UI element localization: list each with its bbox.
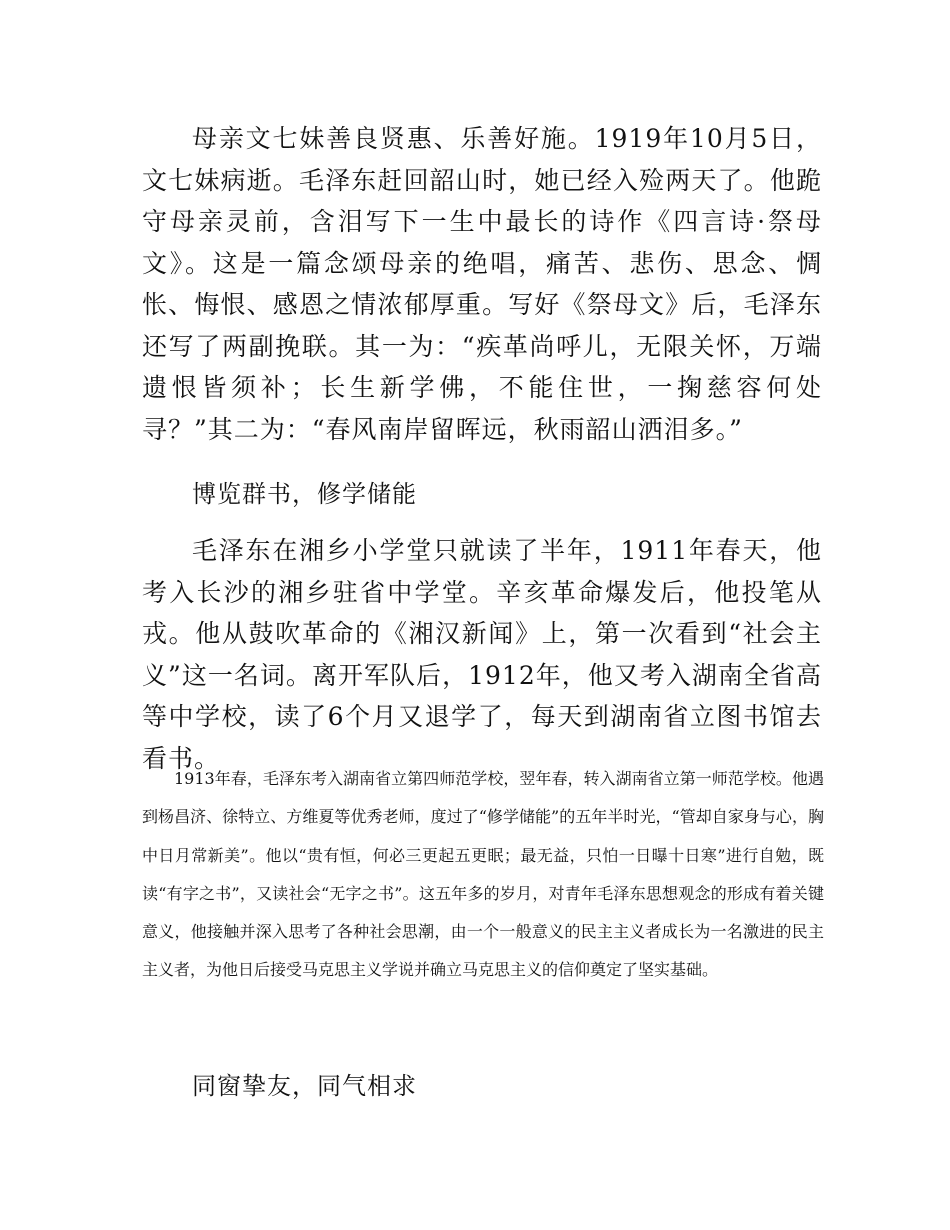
paragraph-early-schooling: 毛泽东在湘乡小学堂只就读了半年，1911年春天，他考入长沙的湘乡驻省中学堂。辛亥革命爆发后，他投笔从戎。他从鼓吹革命的《湘汉新闻》上，第一次看到“社会主义”这一名词。离开军队后，1912年，他又考入湖南全省高等中学校，读了6个月又退学了，每天到湖南省立图书馆去看书。 <box>142 536 822 773</box>
paragraph-mother-eulogy: 母亲文七妹善良贤惠、乐善好施。1919年10月5日，文七妹病逝。毛泽东赶回韶山时，她已经入殓两天了。他跪守母亲灵前，含泪写下一生中最长的诗作《四言诗·祭母文》。这是一篇念颂母亲的绝唱，痛苦、悲伤、思念、惆怅、悔恨、感恩之情浓郁厚重。写好《祭母文》后，毛泽东还写了两副挽联。其一为：“疾革尚呼儿，无限关怀，万端遗恨皆须补；长生新学佛，不能住世，一掬慈容何处寻？”其二为：“春风南岸留晖远，秋雨韶山洒泪多。” <box>142 124 822 444</box>
section-heading-classmates: 同窗挚友，同气相求 <box>192 1072 417 1100</box>
section-heading-reading: 博览群书，修学储能 <box>192 480 417 508</box>
paragraph-normal-school: 1913年春，毛泽东考入湖南省立第四师范学校，翌年春，转入湖南省立第一师范学校。他遇到杨昌济、徐特立、方维夏等优秀老师，度过了“修学储能”的五年半时光，“管却自家身与心，胸中日月常新美”。他以“贵有恒，何必三更起五更眠；最无益，只怕一日曝十日寒”进行自勉，既读“有字之书”，又读社会“无字之书”。这五年多的岁月，对青年毛泽东思想观念的形成有着关键意义，他接触并深入思考了各种社会思潮，由一个一般意义的民主主义者成长为一名激进的民主主义者，为他日后接受马克思主义学说并确立马克思主义的信仰奠定了坚实基础。 <box>142 769 824 980</box>
